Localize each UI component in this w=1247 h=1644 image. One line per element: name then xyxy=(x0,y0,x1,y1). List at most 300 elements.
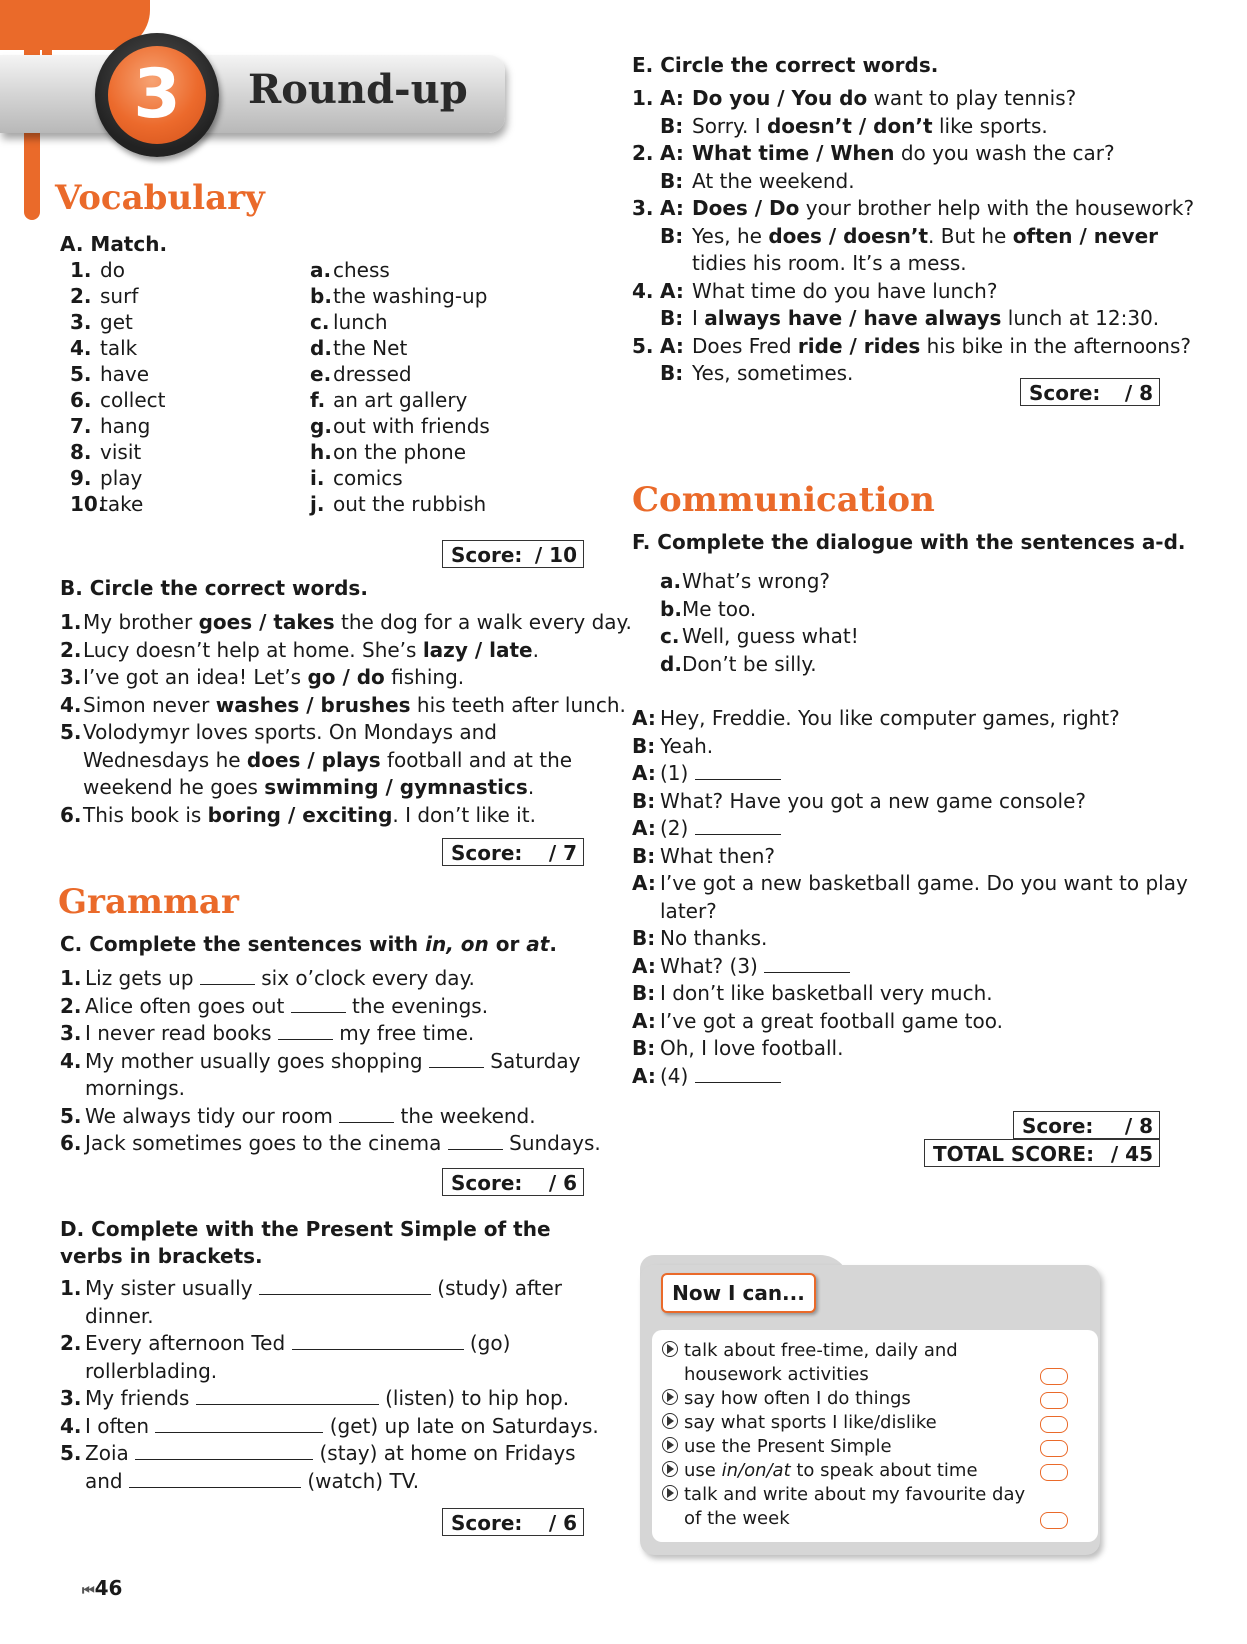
speaker: B: xyxy=(632,981,656,1005)
task-e-line xyxy=(632,251,967,275)
speaker: A: xyxy=(632,953,656,978)
match-left-item xyxy=(70,440,141,464)
dialogue-option xyxy=(660,597,756,621)
score-box-c xyxy=(442,1168,584,1196)
choice: does / plays xyxy=(246,747,381,772)
item-number: 3. xyxy=(60,665,82,689)
item-letter: g. xyxy=(310,414,332,438)
option-text: Don’t be silly. xyxy=(682,651,817,676)
vocabulary-heading: Vocabulary xyxy=(55,178,265,218)
score-label: Score: xyxy=(1029,381,1101,405)
text: . xyxy=(527,775,535,799)
speaker: A: xyxy=(660,196,684,220)
score-label: Score: xyxy=(451,1171,523,1195)
item-text: chess xyxy=(333,258,390,282)
option-letter: c. xyxy=(660,624,680,648)
dialogue-line xyxy=(632,734,713,758)
can-text: talk about free-time, daily and xyxy=(684,1340,958,1361)
can-text: use the Present Simple xyxy=(684,1436,892,1457)
item-text: the Net xyxy=(333,336,408,360)
item-number: 3. xyxy=(70,310,92,334)
text: Liz gets up xyxy=(85,966,194,990)
text: My mother usually goes shopping xyxy=(85,1048,423,1073)
item-text: the washing-up xyxy=(333,284,488,308)
task-d-title-line1: D. Complete with the Present Simple of the xyxy=(60,1217,551,1241)
item-text: surf xyxy=(100,284,139,308)
text: I’ve got an idea! Let’s xyxy=(83,665,308,689)
can-do-item xyxy=(662,1460,978,1481)
item-number: 5. xyxy=(60,1103,82,1128)
task-d-line xyxy=(60,1276,562,1300)
text: Sundays. xyxy=(509,1131,601,1155)
item-text: out with friends xyxy=(333,414,490,438)
match-right-item xyxy=(310,362,412,386)
text: My brother xyxy=(83,610,199,634)
item-letter: f. xyxy=(310,388,326,412)
checkbox[interactable] xyxy=(1040,1392,1068,1409)
text: do you wash the car? xyxy=(894,141,1115,165)
can-do-item xyxy=(662,1388,911,1409)
speaker: B: xyxy=(660,113,684,138)
task-b-line xyxy=(60,610,632,634)
task-e-line xyxy=(632,169,855,193)
choice: swimming / gymnastics xyxy=(264,775,528,799)
text: Lucy doesn’t help at home. She’s xyxy=(83,637,423,662)
text: . xyxy=(532,637,539,662)
text: (listen) to hip hop. xyxy=(385,1386,570,1410)
match-left-item xyxy=(70,414,150,438)
dialogue-text: (2) xyxy=(660,816,689,840)
match-right-item xyxy=(310,388,467,412)
score-box-e xyxy=(1020,378,1160,406)
text: lunch at 12:30. xyxy=(1001,306,1160,330)
score-label: Score: xyxy=(451,543,523,567)
text: (study) after xyxy=(437,1276,563,1300)
can-do-item xyxy=(662,1412,937,1433)
speaker: A: xyxy=(632,1063,656,1088)
choice: Do you / You do xyxy=(692,86,868,110)
can-text: of the week xyxy=(684,1508,790,1529)
item-number: 10. xyxy=(70,492,106,516)
text: rollerblading. xyxy=(85,1358,218,1383)
score-value: / 7 xyxy=(548,841,577,865)
answer-blank[interactable] xyxy=(135,1441,313,1460)
match-left-item xyxy=(70,492,143,516)
dialogue-line xyxy=(632,761,781,785)
dialogue-line xyxy=(632,954,850,978)
score-value: / 6 xyxy=(548,1511,577,1535)
score-box-f xyxy=(1013,1111,1160,1139)
dialogue-option xyxy=(660,569,830,593)
item-number: 5. xyxy=(60,720,82,744)
task-e-line xyxy=(632,334,1191,358)
item-text: an art gallery xyxy=(333,388,468,412)
item-number: 1. xyxy=(70,258,92,282)
dialogue-line xyxy=(632,1009,1003,1033)
can-do-item-cont xyxy=(684,1508,790,1529)
option-letter: b. xyxy=(660,596,682,621)
text: weekend he goes xyxy=(83,775,265,799)
item-number: 3. xyxy=(632,196,654,220)
dialogue-text: No thanks. xyxy=(660,926,768,950)
item-letter: j. xyxy=(310,492,325,516)
task-b-line xyxy=(60,803,536,827)
item-number: 4. xyxy=(60,692,82,717)
task-d-title-line2: verbs in brackets. xyxy=(60,1244,263,1268)
dialogue-line xyxy=(632,1064,781,1088)
item-number: 8. xyxy=(70,440,92,464)
task-e-line xyxy=(632,196,1194,220)
answer-blank[interactable] xyxy=(764,954,850,973)
page-title: Round-up xyxy=(248,66,468,113)
task-a-title: A. Match. xyxy=(60,232,168,256)
item-text: dressed xyxy=(333,362,412,386)
answer-blank[interactable] xyxy=(200,966,255,985)
match-right-item xyxy=(310,414,490,438)
dialogue-text: What? Have you got a new game console? xyxy=(660,788,1086,813)
text: (stay) at home on Fridays xyxy=(319,1441,576,1465)
task-c-title: C. Complete the sentences with in, on or at. xyxy=(60,932,557,956)
text: and xyxy=(85,1468,123,1493)
match-right-item xyxy=(310,284,487,308)
text: This book is xyxy=(83,802,208,827)
text: the evenings. xyxy=(352,993,489,1018)
dialogue-text: I don’t like basketball very much. xyxy=(660,981,993,1005)
choice: Does / Do xyxy=(692,196,800,220)
answer-blank[interactable] xyxy=(448,1131,503,1150)
task-e-line xyxy=(632,141,1115,165)
option-letter: a. xyxy=(660,569,682,593)
task-e-line xyxy=(632,224,1158,248)
item-number: 1. xyxy=(632,86,654,110)
item-text: hang xyxy=(100,414,151,438)
text: Yes, he xyxy=(692,223,769,248)
task-d-line xyxy=(60,1331,510,1355)
item-number: 2. xyxy=(70,284,92,308)
score-label: Score: xyxy=(451,841,523,865)
text: . I don’t like it. xyxy=(392,802,536,827)
task-e-line xyxy=(632,86,1076,110)
text: My friends xyxy=(85,1386,190,1410)
item-letter: b. xyxy=(310,284,332,308)
task-c-line xyxy=(60,966,475,990)
text: (go) xyxy=(469,1331,511,1355)
total-score-label: TOTAL SCORE: xyxy=(933,1142,1095,1166)
answer-blank[interactable] xyxy=(278,1021,333,1040)
text: (get) up late on Saturdays. xyxy=(329,1413,599,1438)
item-number: 4. xyxy=(60,1048,82,1073)
score-value: / 10 xyxy=(534,543,577,567)
item-number: 5. xyxy=(60,1441,82,1465)
option-text: Me too. xyxy=(682,596,757,621)
item-number: 1. xyxy=(60,1276,82,1300)
dialogue-text: I’ve got a great football game too. xyxy=(660,1008,1003,1033)
answer-blank[interactable] xyxy=(155,1414,323,1433)
choice: go / do xyxy=(307,665,385,689)
can-do-item xyxy=(662,1436,892,1457)
speaker: A: xyxy=(632,706,656,730)
item-letter: e. xyxy=(310,362,332,386)
text: I never read books xyxy=(85,1021,272,1045)
match-left-item xyxy=(70,388,166,412)
score-value: / 8 xyxy=(1124,381,1153,405)
dialogue-line xyxy=(632,926,767,950)
task-c-line xyxy=(60,1021,474,1045)
task-e-line xyxy=(632,114,1048,138)
total-score-box xyxy=(924,1139,1160,1167)
can-text: to speak about time xyxy=(790,1460,978,1481)
arrow-bullet-icon xyxy=(662,1413,678,1429)
score-box-d xyxy=(442,1508,584,1536)
task-b-title: B. Circle the correct words. xyxy=(60,576,368,600)
item-letter: a. xyxy=(310,258,332,282)
text: Alice often goes out xyxy=(85,993,285,1018)
speaker: A: xyxy=(632,816,656,840)
item-number: 5. xyxy=(70,362,92,386)
answer-blank[interactable] xyxy=(292,1331,464,1350)
text: mornings. xyxy=(85,1076,185,1100)
arrow-bullet-icon xyxy=(662,1389,678,1405)
dialogue-text: Hey, Freddie. You like computer games, right? xyxy=(660,706,1120,730)
page-footer xyxy=(82,1576,122,1600)
match-right-item xyxy=(310,466,403,490)
match-left-item xyxy=(70,336,137,360)
answer-blank[interactable] xyxy=(429,1049,484,1068)
dialogue-text: (4) xyxy=(660,1063,689,1088)
choice: always have / have always xyxy=(704,306,1002,330)
checkbox[interactable] xyxy=(1040,1512,1068,1529)
text: fishing. xyxy=(384,665,465,689)
task-d-line xyxy=(60,1441,576,1465)
text: Yes, sometimes. xyxy=(692,361,854,385)
page-number: 46 xyxy=(94,1576,123,1600)
text: dinner. xyxy=(85,1303,154,1328)
item-number: 5. xyxy=(632,333,654,358)
task-e-line xyxy=(632,306,1159,330)
dialogue-line xyxy=(632,789,1086,813)
item-text: do xyxy=(100,258,125,282)
text: Volodymyr loves sports. On Mondays and xyxy=(83,720,497,744)
task-c-line xyxy=(60,1104,536,1128)
choice: goes / takes xyxy=(198,610,335,634)
text: Saturday xyxy=(490,1048,581,1073)
match-right-item xyxy=(310,310,388,334)
item-number: 3. xyxy=(60,1021,82,1045)
checkbox[interactable] xyxy=(1040,1416,1068,1433)
speaker: B: xyxy=(632,926,656,950)
speaker: B: xyxy=(660,168,684,193)
option-text: Well, guess what! xyxy=(682,624,859,648)
answer-blank[interactable] xyxy=(339,1104,394,1123)
dialogue-line xyxy=(632,871,1188,895)
answer-blank[interactable] xyxy=(695,816,781,835)
match-left-item xyxy=(70,310,133,334)
text: the dog for a walk every day. xyxy=(334,610,632,634)
item-number: 4. xyxy=(632,278,654,303)
task-c-line xyxy=(60,994,488,1018)
choice: What time / When xyxy=(692,141,895,165)
speaker: A: xyxy=(632,871,656,895)
item-text: lunch xyxy=(333,310,388,334)
dialogue-option xyxy=(660,652,817,676)
unit-number: 3 xyxy=(108,46,206,144)
choice: ride / rides xyxy=(797,333,921,358)
item-number: 2. xyxy=(632,141,654,165)
task-d-line xyxy=(60,1414,599,1438)
match-left-item xyxy=(70,258,125,282)
item-number: 3. xyxy=(60,1386,82,1410)
checkbox[interactable] xyxy=(1040,1440,1068,1457)
answer-blank[interactable] xyxy=(196,1386,379,1405)
match-left-item xyxy=(70,284,138,308)
task-e-title: E. Circle the correct words. xyxy=(632,53,939,77)
arrow-bullet-icon xyxy=(662,1461,678,1477)
text: What time do you have lunch? xyxy=(692,278,998,303)
text: My sister usually xyxy=(85,1276,253,1300)
text: Every afternoon Ted xyxy=(85,1331,286,1355)
item-text: visit xyxy=(100,440,142,464)
item-text: take xyxy=(100,492,144,516)
text: want to play tennis? xyxy=(867,86,1077,110)
choice: doesn’t / don’t xyxy=(766,113,933,138)
item-number: 2. xyxy=(60,1331,82,1355)
text: Does Fred xyxy=(692,333,798,358)
dialogue-text: I’ve got a new basketball game. Do you want to play xyxy=(660,871,1188,895)
score-value: / 8 xyxy=(1124,1114,1153,1138)
text: Zoia xyxy=(85,1441,129,1465)
item-number: 7. xyxy=(70,414,92,438)
can-text: use xyxy=(684,1460,722,1481)
score-label: Score: xyxy=(451,1511,523,1535)
dialogue-line xyxy=(632,981,993,1005)
score-value: / 6 xyxy=(548,1171,577,1195)
match-right-item xyxy=(310,440,466,464)
item-number: 4. xyxy=(70,336,92,360)
can-text: say what sports I like/dislike xyxy=(684,1412,937,1433)
text: Jack sometimes goes to the cinema xyxy=(85,1131,442,1155)
task-b-line xyxy=(60,748,572,772)
can-do-item xyxy=(662,1340,958,1361)
answer-blank[interactable] xyxy=(291,994,346,1013)
item-letter: i. xyxy=(310,466,325,490)
item-number: 2. xyxy=(60,637,82,662)
text: Wednesdays he xyxy=(83,747,247,772)
dialogue-line xyxy=(632,816,781,840)
text: We always tidy our room xyxy=(85,1103,333,1128)
score-box-b xyxy=(442,838,584,866)
speaker: A: xyxy=(660,278,684,303)
match-right-item xyxy=(310,336,407,360)
dialogue-line xyxy=(632,844,775,868)
match-right-item xyxy=(310,492,486,516)
text: football and at the xyxy=(380,747,573,772)
speaker: B: xyxy=(632,1036,656,1060)
now-i-can-label: Now I can... xyxy=(661,1273,816,1313)
item-number: 1. xyxy=(60,610,82,634)
text: Simon never xyxy=(83,692,216,717)
answer-blank[interactable] xyxy=(259,1276,431,1295)
dialogue-line xyxy=(632,899,717,923)
total-score-value: / 45 xyxy=(1110,1142,1153,1166)
can-do-item-cont xyxy=(684,1364,869,1385)
task-d-line xyxy=(60,1469,419,1493)
item-text: play xyxy=(100,466,143,490)
item-number: 4. xyxy=(60,1413,82,1438)
speaker: B: xyxy=(632,788,656,813)
task-f-title: F. Complete the dialogue with the sentences a-d. xyxy=(632,530,1186,554)
match-left-item xyxy=(70,466,142,490)
text: six o’clock every day. xyxy=(261,966,475,990)
item-number: 6. xyxy=(60,1131,82,1155)
checkbox[interactable] xyxy=(1040,1464,1068,1481)
answer-blank[interactable] xyxy=(129,1469,301,1488)
dialogue-text: What then? xyxy=(660,843,776,868)
choice: does / doesn’t xyxy=(768,223,929,248)
answer-blank[interactable] xyxy=(695,761,781,780)
dialogue-line xyxy=(632,1036,843,1060)
item-number: 6. xyxy=(70,388,92,412)
item-number: 6. xyxy=(60,802,82,827)
task-d-line xyxy=(60,1304,154,1328)
task-b-line xyxy=(60,775,534,799)
item-number: 2. xyxy=(60,993,82,1018)
task-b-line xyxy=(60,638,539,662)
speaker: B: xyxy=(660,361,684,385)
speaker: B: xyxy=(632,843,656,868)
text: . But he xyxy=(928,223,1013,248)
speaker: A: xyxy=(660,333,684,358)
choice: often / never xyxy=(1012,223,1158,248)
task-b-line xyxy=(60,693,626,717)
item-number: 1. xyxy=(60,966,82,990)
item-text: on the phone xyxy=(333,440,467,464)
task-b-line xyxy=(60,720,497,744)
task-c-line xyxy=(60,1076,185,1100)
task-b-line xyxy=(60,665,464,689)
answer-blank[interactable] xyxy=(695,1064,781,1083)
text: tidies his room. It’s a mess. xyxy=(692,251,967,275)
text: I often xyxy=(85,1413,150,1438)
speaker: B: xyxy=(632,733,656,758)
can-text-italic: in/on/at xyxy=(721,1460,791,1481)
text: my free time. xyxy=(339,1021,475,1045)
speaker: A: xyxy=(632,761,656,785)
grammar-heading: Grammar xyxy=(58,882,239,922)
dialogue-text: Yeah. xyxy=(660,733,714,758)
checkbox[interactable] xyxy=(1040,1368,1068,1385)
can-text: housework activities xyxy=(684,1364,869,1385)
item-text: comics xyxy=(333,466,403,490)
arrow-bullet-icon xyxy=(662,1437,678,1453)
dialogue-option xyxy=(660,624,859,648)
item-text: collect xyxy=(100,388,166,412)
dialogue-text: later? xyxy=(660,898,717,923)
text: his teeth after lunch. xyxy=(410,692,626,717)
speaker: A: xyxy=(660,141,684,165)
can-text: say how often I do things xyxy=(684,1388,911,1409)
match-left-item xyxy=(70,362,149,386)
match-right-item xyxy=(310,258,390,282)
text: your brother help with the housework? xyxy=(799,196,1195,220)
item-letter: d. xyxy=(310,336,332,360)
text: like sports. xyxy=(932,113,1048,138)
item-text: out the rubbish xyxy=(333,492,487,516)
score-label: Score: xyxy=(1022,1114,1094,1138)
choice: washes / brushes xyxy=(215,692,411,717)
task-d-line xyxy=(60,1359,217,1383)
speaker: A: xyxy=(632,1008,656,1033)
item-text: talk xyxy=(100,336,138,360)
